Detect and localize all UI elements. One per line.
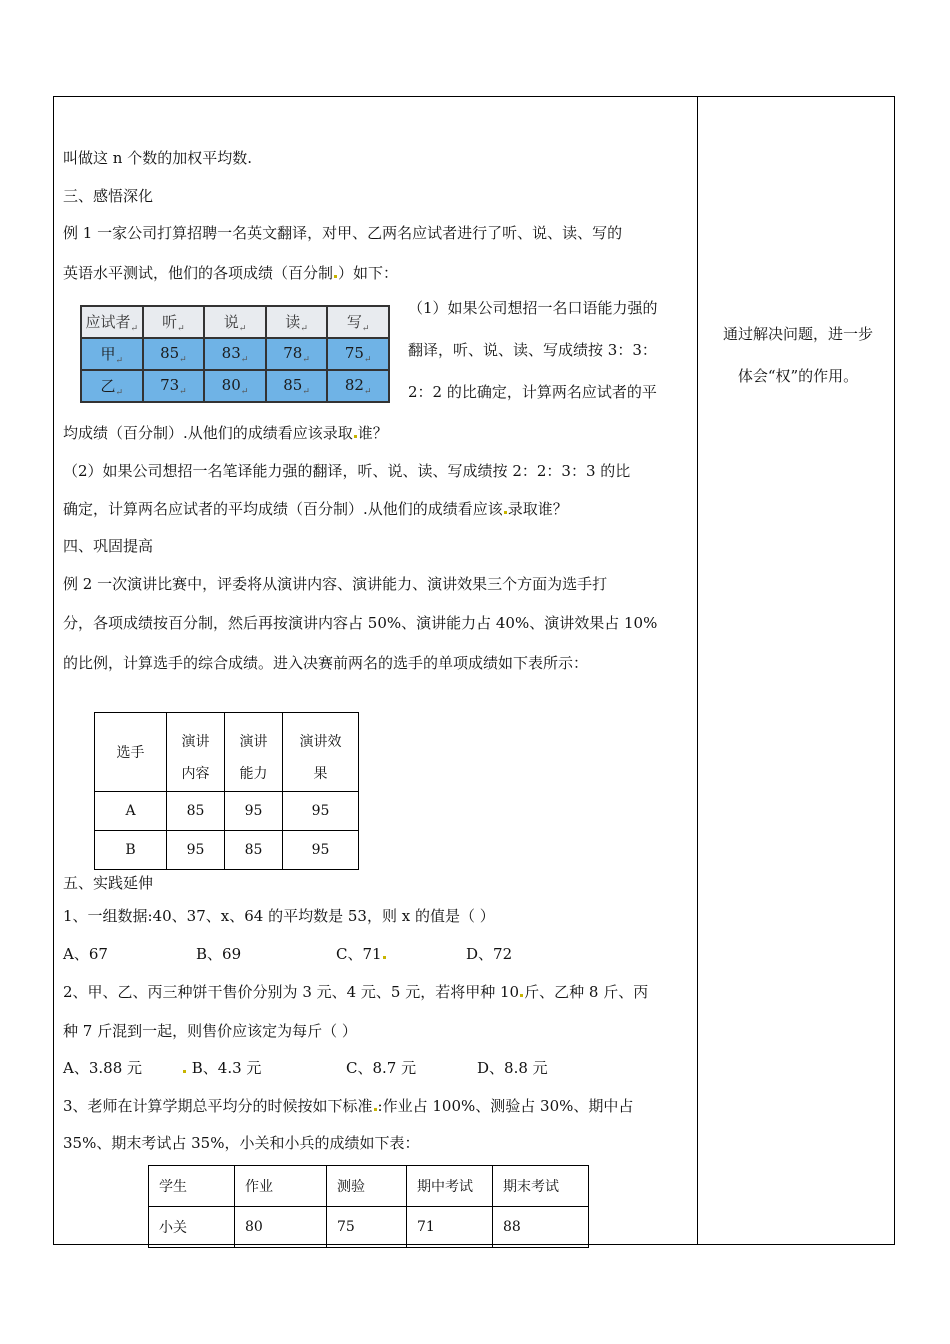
- mark-dot: [354, 435, 357, 438]
- score-table-header: [81, 306, 389, 338]
- problem-2-option: B、4.3 元: [182, 1058, 261, 1078]
- grade-header-cell: 学生: [149, 1166, 235, 1207]
- section-5-heading: 五、实践延伸: [63, 874, 154, 892]
- grade-table: [148, 1165, 589, 1248]
- problem-3-line-1: 3、老师在计算学期总平均分的时候按如下标准 :作业占 100%、测验占 30%、期中占: [63, 1097, 634, 1115]
- mark-dot: [504, 511, 507, 514]
- speech-cell: 85: [167, 792, 225, 831]
- example-2-line-3: 的比例，计算选手的综合成绩。进入决赛前两名的选手的单项成绩如下表所示：: [63, 654, 589, 672]
- section-4-heading: 四、巩固提高: [63, 537, 154, 555]
- grade-cell: 88: [493, 1207, 589, 1248]
- mark-dot: [334, 275, 337, 278]
- score-header-cell: 读$_↵$: [266, 306, 328, 338]
- problem-1-option: B、69: [196, 945, 242, 963]
- score-cell: 甲$_↵$: [81, 338, 143, 370]
- grade-cell: 71: [407, 1207, 493, 1248]
- score-table-row: [81, 370, 389, 402]
- speech-header-cell: 演讲 内容: [167, 713, 225, 792]
- speech-header-cell: 演讲效 果: [283, 713, 359, 792]
- score-header-cell: 听$_↵$: [143, 306, 205, 338]
- problem-1: 1、一组数据:40、37、x、64 的平均数是 53，则 x 的值是（ ）: [63, 907, 495, 925]
- mark-dot: [520, 994, 523, 997]
- example-2-line-1: 例 2 一次演讲比赛中，评委将从演讲内容、演讲能力、演讲效果三个方面为选手打: [63, 575, 608, 593]
- speech-score-table: [94, 712, 359, 870]
- problem-1-option: A、67: [63, 945, 108, 963]
- example-2-line-2: 分，各项成绩按百分制，然后再按演讲内容占 50%、演讲能力占 40%、演讲效果占 10%: [63, 614, 658, 632]
- speech-table-header: [95, 713, 359, 792]
- problem-2-line-1: 2、甲、乙、丙三种饼干售价分别为 3 元、4 元、5 元，若将甲种 10 斤、乙种 8 斤、丙: [63, 983, 649, 1001]
- score-cell: $75_↵$: [327, 338, 389, 370]
- speech-cell: A: [95, 792, 167, 831]
- problem-2-line-2: 种 7 斤混到一起，则售价应该定为每斤（ ）: [63, 1022, 357, 1040]
- score-cell: $80_↵$: [204, 370, 266, 402]
- grade-cell: 75: [327, 1207, 407, 1248]
- speech-cell: 95: [283, 792, 359, 831]
- grade-cell: 小关: [149, 1207, 235, 1248]
- speech-cell: 85: [225, 831, 283, 870]
- section-3-heading: 三、感悟深化: [63, 187, 154, 205]
- question-2-line-2: 确定，计算两名应试者的平均成绩（百分制）.从他们的成绩看应该 录取谁？: [63, 500, 568, 518]
- intro-text: 叫做这 n 个数的加权平均数.: [63, 149, 252, 167]
- score-cell: $85_↵$: [266, 370, 328, 402]
- problem-2-option: A、3.88 元: [63, 1059, 142, 1077]
- speech-cell: 95: [167, 831, 225, 870]
- problem-1-option: D、72: [466, 945, 513, 963]
- problem-2-option: C、8.7 元: [346, 1059, 417, 1077]
- grade-header-cell: 作业: [235, 1166, 327, 1207]
- score-cell: $85_↵$: [143, 338, 205, 370]
- question-1-line-2: 翻译，听、说、读、写成绩按 3：3：: [408, 341, 657, 359]
- problem-1-option: C、71: [336, 944, 387, 964]
- mark-dot: [383, 956, 386, 959]
- question-2-line-1: （2）如果公司想招一名笔译能力强的翻译，听、说、读、写成绩按 2：2：3：3 的比: [63, 462, 631, 480]
- mark-dot: [374, 1108, 377, 1111]
- speech-cell: B: [95, 831, 167, 870]
- score-cell: $73_↵$: [143, 370, 205, 402]
- table-row: [149, 1207, 589, 1248]
- table-row: [95, 831, 359, 870]
- grade-header-cell: 期末考试: [493, 1166, 589, 1207]
- score-cell: 乙$_↵$: [81, 370, 143, 402]
- question-1-line-1: （1）如果公司想招一名口语能力强的: [408, 299, 658, 317]
- grade-table-header: [149, 1166, 589, 1207]
- problem-3-line-2: 35%、期末考试占 35%，小关和小兵的成绩如下表：: [63, 1134, 420, 1152]
- grade-header-cell: 测验: [327, 1166, 407, 1207]
- example-1-line-2: 英语水平测试，他们的各项成绩（百分制 ）如下：: [63, 264, 399, 282]
- table-row: [95, 792, 359, 831]
- side-note-line-1: 通过解决问题，进一步: [722, 325, 873, 343]
- speech-header-cell: 选手: [95, 713, 167, 792]
- question-1-line-4: 均成绩（百分制）.从他们的成绩看应该录取 谁？: [63, 424, 388, 442]
- side-note-line-2: 体会“权”的作用。: [737, 367, 859, 385]
- score-image-table: [80, 305, 390, 403]
- problem-2-option: D、8.8 元: [477, 1059, 548, 1077]
- speech-cell: 95: [225, 792, 283, 831]
- column-divider: [697, 96, 698, 1245]
- score-header-cell: 应试者$_↵$: [81, 306, 143, 338]
- score-table-row: [81, 338, 389, 370]
- question-1-line-3: 2：2 的比确定，计算两名应试者的平: [408, 383, 657, 401]
- speech-cell: 95: [283, 831, 359, 870]
- speech-header-cell: 演讲 能力: [225, 713, 283, 792]
- grade-cell: 80: [235, 1207, 327, 1248]
- score-cell: $82_↵$: [327, 370, 389, 402]
- score-cell: $83_↵$: [204, 338, 266, 370]
- score-header-cell: 说$_↵$: [204, 306, 266, 338]
- mark-dot: [183, 1070, 186, 1073]
- score-cell: $78_↵$: [266, 338, 328, 370]
- example-1-line-1: 例 1 一家公司打算招聘一名英文翻译，对甲、乙两名应试者进行了听、说、读、写的: [63, 224, 623, 242]
- grade-header-cell: 期中考试: [407, 1166, 493, 1207]
- score-header-cell: 写$_↵$: [327, 306, 389, 338]
